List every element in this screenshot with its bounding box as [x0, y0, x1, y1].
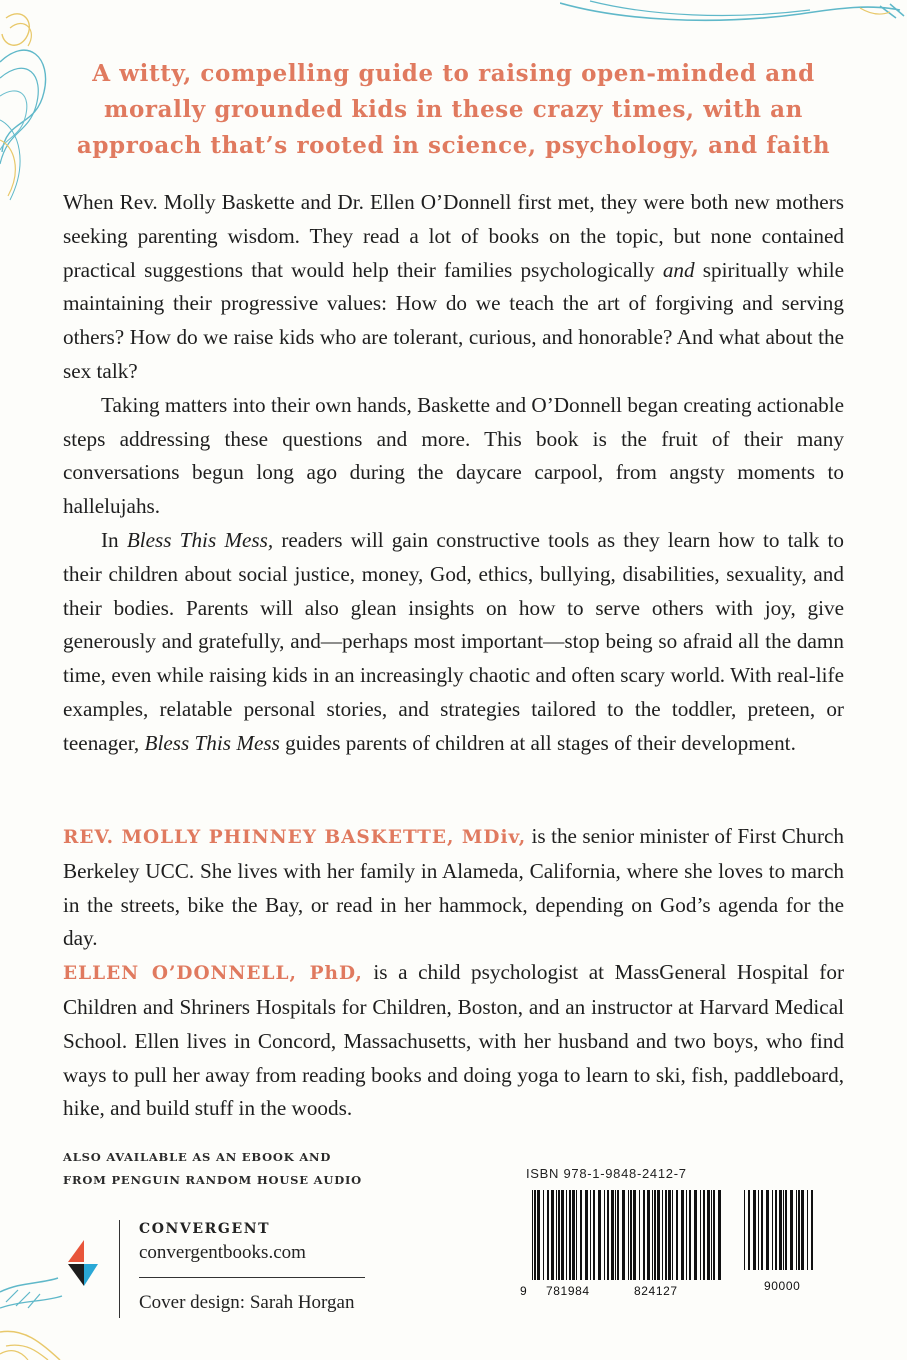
barcode-bar: [617, 1190, 619, 1280]
barcode-bar: [633, 1190, 636, 1280]
barcode-bar: [534, 1190, 536, 1280]
headline-line: A witty, compelling guide to raising open-minded and: [92, 60, 815, 87]
description-paragraph-1: When Rev. Molly Baskette and Dr. Ellen O’Donnell first met, they were both new mothers seeking parenting wisdom. They read a lot of books on the topic, but none contained practical suggestions that would help their families psychologically and spiritually while maintaining their progressive values: How do we teach the art of forgiving and serving others? How do we raise kids who are tolerant, curious, and honorable? And what about the sex talk?: [63, 190, 844, 383]
barcode-bar: [758, 1190, 759, 1270]
barcode-bar: [703, 1190, 705, 1280]
headline-line: morally grounded kids in these crazy times, with an: [104, 96, 803, 123]
barcode-bar: [689, 1190, 691, 1280]
barcode-bar: [604, 1190, 605, 1280]
divider-vertical: [119, 1220, 120, 1318]
barcode-bar: [753, 1190, 756, 1270]
barcode-bar: [672, 1190, 673, 1280]
cover-design-credit: Cover design: Sarah Horgan: [139, 1292, 355, 1313]
divider-horizontal: [139, 1277, 365, 1278]
barcode-bar: [547, 1190, 549, 1280]
publisher-name: CONVERGENT: [139, 1221, 271, 1237]
barcode-bar: [590, 1190, 591, 1280]
also-available-note: ALSO AVAILABLE AS AN EBOOK AND FROM PENGUIN RANDOM HOUSE AUDIO: [63, 1150, 362, 1187]
barcode-bar: [639, 1190, 640, 1280]
barcode-bar: [628, 1190, 629, 1280]
author-bios: [63, 820, 844, 1126]
barcode-bar: [622, 1190, 625, 1280]
barcode-bar: [662, 1190, 663, 1280]
barcode-bar: [561, 1190, 564, 1280]
book-title: Bless This Mess: [144, 730, 280, 755]
emphasis-and: and: [662, 257, 695, 282]
barcode-bar: [657, 1190, 660, 1280]
barcode-bar: [779, 1190, 782, 1270]
barcode-bar: [700, 1190, 701, 1280]
barcode-bar: [711, 1190, 712, 1280]
barcode-bar: [607, 1190, 609, 1280]
barcode-bar: [654, 1190, 656, 1280]
headline-line: approach that’s rooted in science, psychology, and faith: [76, 132, 831, 159]
headline: [60, 56, 847, 164]
barcode-bar: [775, 1190, 777, 1270]
book-title: Bless This Mess,: [126, 527, 274, 552]
author-bio-text: is the senior minister of First Church Berkeley UCC. She lives with her family in Alameda, California, where she loves to march in the streets, bike the Bay, or read in her hammock, depending on God’s agenda for the day.: [63, 824, 844, 951]
barcode: [498, 1190, 818, 1302]
barcode-bar: [630, 1190, 632, 1280]
barcode-bar: [598, 1190, 601, 1280]
author-bio-odonnell: [63, 956, 844, 1126]
barcode-bar: [686, 1190, 687, 1280]
barcode-bar: [807, 1190, 808, 1270]
barcode-bar: [798, 1190, 800, 1270]
barcode-bar: [707, 1190, 710, 1280]
barcode-bar: [580, 1190, 582, 1280]
barcode-bar: [611, 1190, 614, 1280]
barcode-bar: [766, 1190, 769, 1270]
description-paragraph-2: Taking matters into their own hands, Baskette and O’Donnell began creating actionable steps addressing these questions and more. This book is the fruit of their many conversations begun long ago during the daycare carpool, from angsty moments to hallelujahs.: [63, 392, 844, 519]
barcode-bar: [572, 1190, 575, 1280]
barcode-bar: [713, 1190, 715, 1280]
barcode-digit-lead: 9: [520, 1284, 528, 1298]
barcode-bar: [576, 1190, 577, 1280]
barcode-bar: [718, 1190, 721, 1280]
doodle-top-right-icon: [560, 0, 907, 34]
barcode-bar: [748, 1190, 750, 1270]
barcode-bar: [783, 1190, 784, 1270]
barcode-bar: [790, 1190, 793, 1270]
barcode-bar: [785, 1190, 787, 1270]
author-bio-baskette: [63, 820, 844, 956]
author-name: ELLEN O’DONNELL, PhD,: [63, 963, 363, 985]
barcode-bar: [566, 1190, 567, 1280]
barcode-bar: [744, 1190, 745, 1270]
barcode-bar: [585, 1190, 588, 1280]
barcode-bar: [811, 1190, 813, 1270]
barcode-bar: [681, 1190, 684, 1280]
convergent-logo-icon: [68, 1240, 104, 1286]
publisher-url: convergentbooks.com: [139, 1242, 306, 1263]
barcode-bar: [665, 1190, 667, 1280]
barcode-digits-left: 781984: [546, 1284, 590, 1298]
barcode-bar: [676, 1190, 678, 1280]
barcode-bar: [647, 1190, 650, 1280]
barcode-bar: [532, 1190, 533, 1280]
barcode-bar: [569, 1190, 571, 1280]
barcode-bar: [593, 1190, 595, 1280]
barcode-bar: [796, 1190, 797, 1270]
barcode-bar: [558, 1190, 560, 1280]
isbn-label: ISBN 978-1-9848-2412-7: [526, 1166, 687, 1181]
barcode-bar: [652, 1190, 653, 1280]
barcode-bar: [761, 1190, 763, 1270]
barcode-bar: [551, 1190, 554, 1280]
book-description: [63, 186, 844, 761]
barcode-bar: [643, 1190, 645, 1280]
barcode-bar: [772, 1190, 773, 1270]
barcode-bar: [694, 1190, 697, 1280]
barcode-bar: [543, 1190, 544, 1280]
barcode-bar: [668, 1190, 671, 1280]
barcode-bar: [615, 1190, 616, 1280]
author-bio-text: is a child psychologist at MassGeneral Hospital for Children and Shriners Hospitals for Children, Boston, and an instructor at Harvard Medical School. Ellen lives in Concord, Massachusetts, with her husband and two boys, who find ways to pull her away from reading books and doing yoga to learn to ski, fish, paddleboard, hike, and build stuff in the woods.: [63, 960, 844, 1121]
barcode-bar: [537, 1190, 540, 1280]
description-paragraph-3: In Bless This Mess, readers will gain constructive tools as they learn how to talk to their children about social justice, money, God, ethics, bullying, disabilities, sexuality, and their bodies. Parents will also glean insights on how to serve others with joy, give generously and gratefully, and—perhaps most important—stop being so afraid all the damn time, even while raising kids in an increasingly chaotic and often scary world. With real-life examples, relatable personal stories, and strategies tailored to the toddler, preteen, or teenager, Bless This Mess guides parents of children at all stages of their development.: [63, 527, 845, 755]
author-name: REV. MOLLY PHINNEY BASKETTE, MDiv,: [63, 827, 527, 848]
barcode-bar: [801, 1190, 804, 1270]
barcode-bar: [556, 1190, 557, 1280]
barcode-digits-right: 824127: [634, 1284, 678, 1298]
barcode-price-code: 90000: [764, 1279, 801, 1293]
